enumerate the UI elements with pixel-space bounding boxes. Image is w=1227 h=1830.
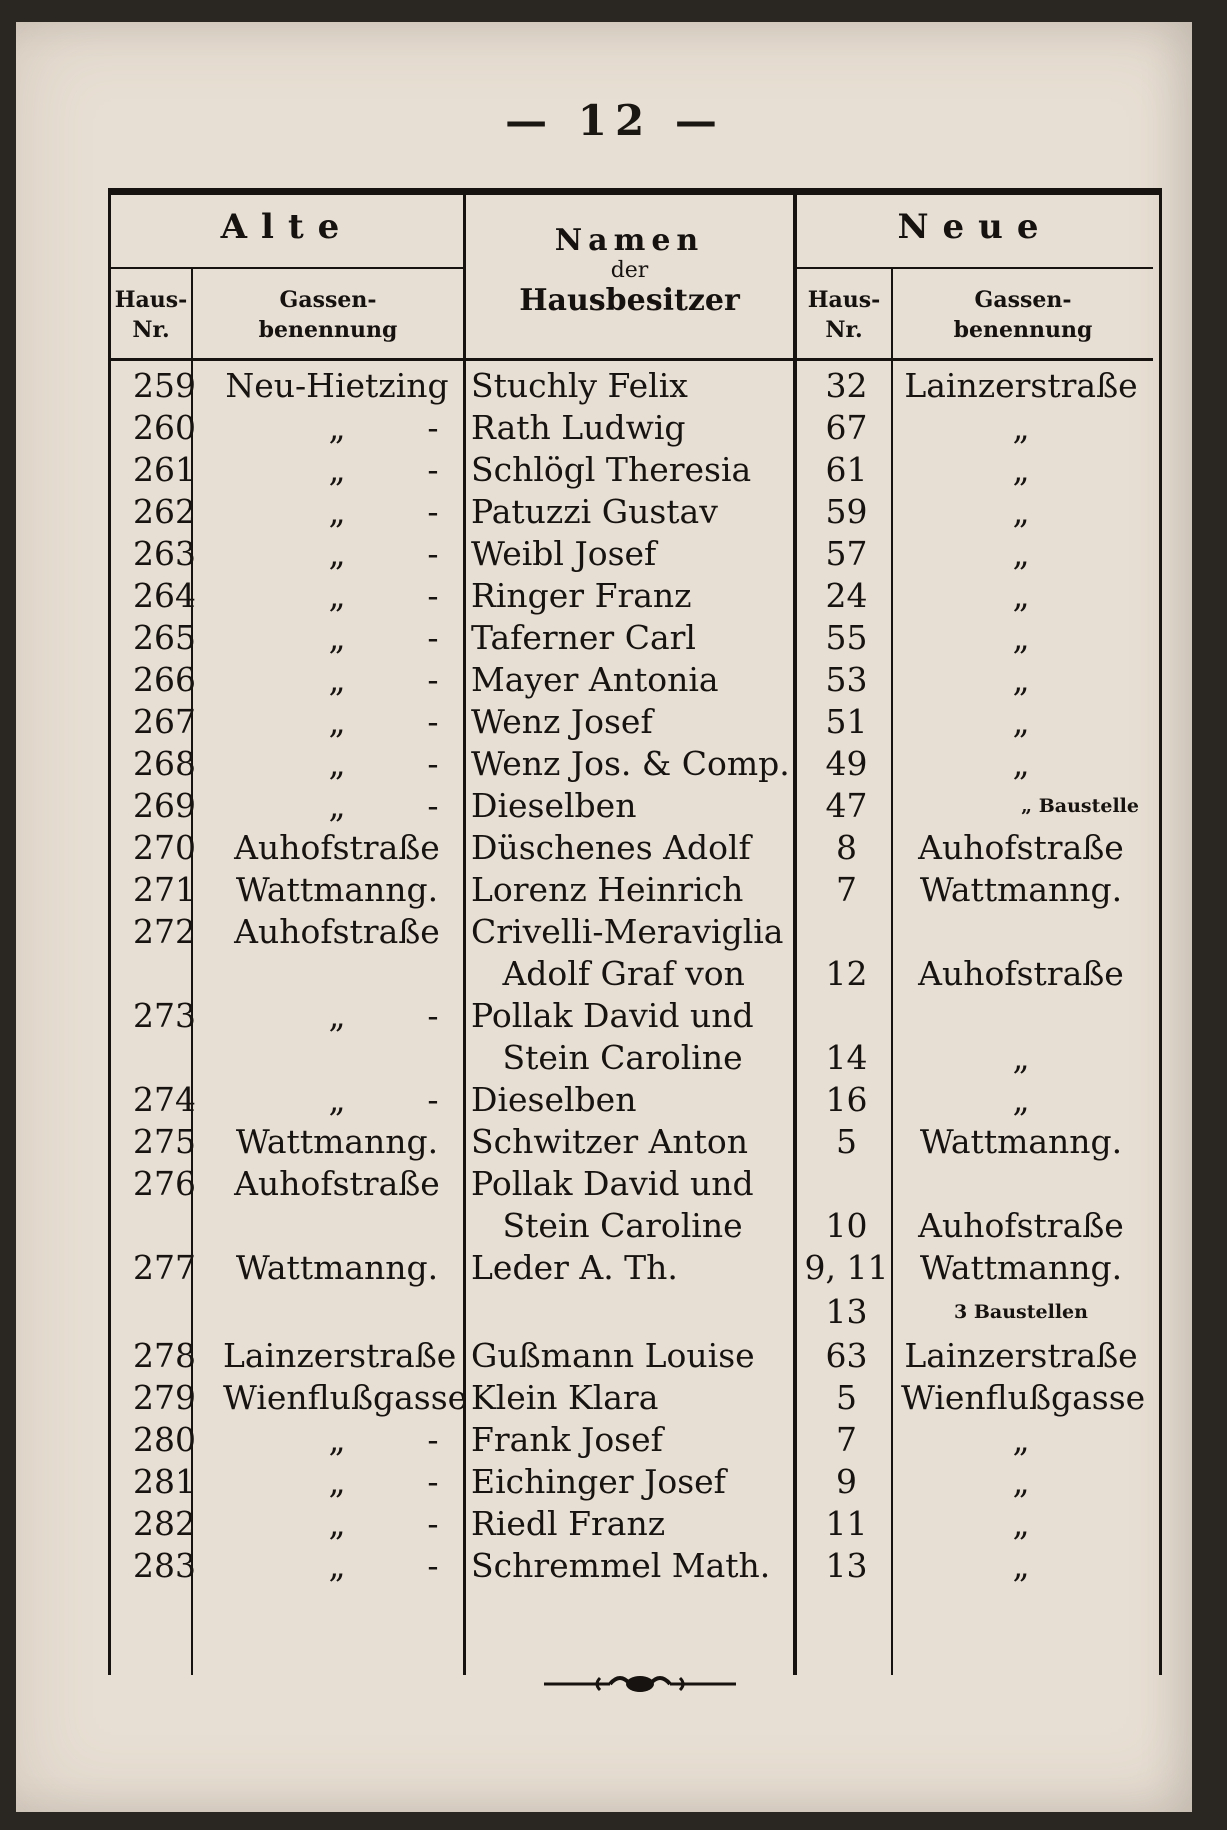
new-house-number: 12 [825, 954, 868, 993]
owner-name: Eichinger Josef [471, 1462, 726, 1501]
old-house-number: 269 [133, 786, 196, 825]
old-street-name: Auhofstraße [234, 1164, 440, 1203]
old-street-name: „ [328, 702, 346, 741]
ditto-dash: - [427, 1462, 439, 1501]
old-street-name: Auhofstraße [234, 912, 440, 951]
old-street-name: „ [328, 786, 346, 825]
old-house-number: 268 [133, 744, 196, 783]
table-row [111, 1163, 1151, 1205]
table-row [111, 1377, 1151, 1419]
table-row [111, 1037, 1151, 1079]
new-house-number: 13 [825, 1292, 868, 1331]
new-house-number: 55 [825, 618, 868, 657]
new-house-number: 8 [836, 828, 857, 867]
new-street-name: „ [1012, 450, 1030, 489]
old-street-name: Wattmanng. [235, 1248, 439, 1287]
table-row [111, 1205, 1151, 1247]
new-house-number: 24 [825, 576, 868, 615]
old-street-heading: Gassen- benennung [258, 287, 398, 343]
owner-name: Taferner Carl [471, 618, 696, 657]
old-street-name: „ [328, 1080, 346, 1119]
table-row [111, 953, 1151, 995]
owner-name: Pollak David und [471, 996, 754, 1035]
owner-name: Mayer Antonia [471, 660, 719, 699]
table-row [111, 1121, 1151, 1163]
table-row [111, 1419, 1151, 1461]
old-street-name: Wattmanng. [235, 870, 439, 909]
new-street-name: „ [1012, 660, 1030, 699]
ditto-dash: - [427, 576, 439, 615]
owner-name: Crivelli-Meraviglia [471, 912, 784, 951]
new-street-name: Wattmanng. [919, 870, 1123, 909]
old-street-name: „ [328, 660, 346, 699]
closing-ornament-icon [540, 1666, 740, 1702]
old-street-name: Wattmanng. [235, 1122, 439, 1161]
old-house-number: 274 [133, 1080, 196, 1119]
old-house-number: 264 [133, 576, 196, 615]
old-street-name: „ [328, 618, 346, 657]
new-house-number: 13 [825, 1546, 868, 1585]
new-group-underline [797, 267, 1153, 269]
ditto-dash: - [427, 1546, 439, 1585]
new-house-number: 5 [836, 1378, 857, 1417]
owner-name: Pollak David und [471, 1164, 754, 1203]
new-street-name: „ [1012, 1080, 1030, 1119]
new-house-number: 10 [825, 1206, 868, 1245]
table-row [111, 743, 1151, 785]
table-row [111, 407, 1151, 449]
old-house-number: 259 [133, 366, 196, 405]
old-street-name: „ [328, 450, 346, 489]
ditto-dash: - [427, 1420, 439, 1459]
table-row [111, 365, 1151, 407]
new-street-name: „ [1012, 1420, 1030, 1459]
owner-name: Stein Caroline [471, 1038, 743, 1077]
new-house-number: 9 [836, 1462, 857, 1501]
table-row [111, 575, 1151, 617]
old-house-number: 263 [133, 534, 196, 573]
old-house-number: 283 [133, 1546, 196, 1585]
table-row [111, 1461, 1151, 1503]
owner-name: Riedl Franz [471, 1504, 666, 1543]
table-row [111, 1079, 1151, 1121]
new-street-name: Wattmanng. [919, 1122, 1123, 1161]
ditto-dash: - [427, 660, 439, 699]
new-street-name: Lainzerstraße [904, 1336, 1138, 1375]
old-street-name: „ [328, 408, 346, 447]
table-row [111, 1503, 1151, 1545]
new-house-number: 47 [825, 786, 868, 825]
new-house-number: 32 [825, 366, 868, 405]
new-street-name: „ [1012, 534, 1030, 573]
old-house-number: 279 [133, 1378, 196, 1417]
old-house-number: 260 [133, 408, 196, 447]
new-house-number: 63 [825, 1336, 868, 1375]
page-binding-edge [1192, 0, 1227, 1830]
old-street-name: „ [328, 1462, 346, 1501]
new-street-name: „ [1012, 1546, 1030, 1585]
owner-name: Schwitzer Anton [471, 1122, 749, 1161]
table-row [111, 869, 1151, 911]
old-group-underline [111, 267, 463, 269]
ditto-dash: - [427, 996, 439, 1035]
old-street-name: „ [328, 1546, 346, 1585]
table-row [111, 911, 1151, 953]
new-house-number: 7 [836, 870, 857, 909]
old-street-name: „ [328, 996, 346, 1035]
owner-name: Wenz Josef [471, 702, 653, 741]
new-street-name: Auhofstraße [918, 1206, 1124, 1245]
new-street-name: „ [1012, 1038, 1030, 1077]
new-street-name: Auhofstraße [918, 828, 1124, 867]
old-house-number: 273 [133, 996, 196, 1035]
new-street-name: Lainzerstraße [904, 366, 1138, 405]
old-street-name: „ [328, 1504, 346, 1543]
old-house-number: 267 [133, 702, 196, 741]
old-street-name: Auhofstraße [234, 828, 440, 867]
old-house-number: 270 [133, 828, 196, 867]
new-house-number: 61 [825, 450, 868, 489]
old-house-number: 262 [133, 492, 196, 531]
house-register-table [108, 188, 1162, 1675]
owner-name: Lorenz Heinrich [471, 870, 744, 909]
old-house-number: 261 [133, 450, 196, 489]
new-house-number: 16 [825, 1080, 868, 1119]
old-house-number: 281 [133, 1462, 196, 1501]
old-house-number: 271 [133, 870, 196, 909]
old-house-number: 265 [133, 618, 196, 657]
names-heading: Namen der Hausbesitzer [519, 223, 740, 318]
table-row [111, 701, 1151, 743]
old-house-no-heading: Haus- Nr. [114, 287, 188, 343]
new-house-no-heading: Haus- Nr. [807, 287, 881, 343]
ditto-dash: - [427, 702, 439, 741]
old-street-name: „ [328, 576, 346, 615]
owner-name: Patuzzi Gustav [471, 492, 718, 531]
owner-name: Leder A. Th. [471, 1248, 678, 1287]
table-row [111, 1545, 1151, 1587]
new-house-number: 49 [825, 744, 868, 783]
old-house-number: 278 [133, 1336, 196, 1375]
new-street-name: Wattmanng. [919, 1248, 1123, 1287]
owner-name: Düschenes Adolf [471, 828, 751, 867]
table-row [111, 1247, 1151, 1289]
table-row [111, 1291, 1151, 1333]
new-street-name: „ [1012, 576, 1030, 615]
old-street-name: „ [328, 492, 346, 531]
old-house-number: 280 [133, 1420, 196, 1459]
ditto-dash: - [427, 450, 439, 489]
construction-note: 3 Baustellen [954, 1301, 1088, 1323]
new-house-number: 53 [825, 660, 868, 699]
old-street-name: Wienflußgasse [223, 1378, 468, 1417]
new-house-number: 57 [825, 534, 868, 573]
ditto-dash: - [427, 1504, 439, 1543]
old-house-number: 272 [133, 912, 196, 951]
new-street-name: Wienflußgasse [901, 1378, 1146, 1417]
construction-note: „ Baustelle [1021, 795, 1139, 817]
owner-name: Frank Josef [471, 1420, 663, 1459]
new-house-number: 11 [825, 1504, 868, 1543]
header-bottom-rule [111, 358, 1153, 361]
ditto-dash: - [427, 492, 439, 531]
owner-name: Schremmel Math. [471, 1546, 771, 1585]
table-row [111, 617, 1151, 659]
owner-name: Klein Klara [471, 1378, 659, 1417]
owner-name: Gußmann Louise [471, 1336, 755, 1375]
new-street-name: Auhofstraße [918, 954, 1124, 993]
table-row [111, 659, 1151, 701]
old-house-number: 266 [133, 660, 196, 699]
old-street-name: „ [328, 534, 346, 573]
new-house-number: 9, 11 [804, 1248, 889, 1287]
new-street-heading: Gassen- benennung [953, 287, 1093, 343]
new-house-number: 59 [825, 492, 868, 531]
new-street-name: „ [1012, 492, 1030, 531]
owner-name: Dieselben [471, 1080, 637, 1119]
old-group-heading: Alte [220, 207, 354, 247]
new-street-name: „ [1012, 702, 1030, 741]
owner-name: Schlögl Theresia [471, 450, 752, 489]
new-street-name: „ [1012, 618, 1030, 657]
old-street-name: „ [328, 744, 346, 783]
owner-name: Wenz Jos. & Comp. [471, 744, 790, 783]
table-row [111, 491, 1151, 533]
owner-name: Rath Ludwig [471, 408, 686, 447]
ditto-dash: - [427, 618, 439, 657]
owner-name: Adolf Graf von [471, 954, 745, 993]
owner-name: Weibl Josef [471, 534, 657, 573]
table-row [111, 827, 1151, 869]
table-row [111, 785, 1151, 827]
new-house-number: 7 [836, 1420, 857, 1459]
owner-name: Stuchly Felix [471, 366, 688, 405]
table-row [111, 533, 1151, 575]
new-street-name: „ [1012, 744, 1030, 783]
ditto-dash: - [427, 534, 439, 573]
old-house-number: 276 [133, 1164, 196, 1203]
new-street-name: „ [1012, 1462, 1030, 1501]
owner-name: Dieselben [471, 786, 637, 825]
owner-name: Stein Caroline [471, 1206, 743, 1245]
old-street-name: „ [328, 1420, 346, 1459]
table-row [111, 1335, 1151, 1377]
ditto-dash: - [427, 744, 439, 783]
new-house-number: 14 [825, 1038, 868, 1077]
new-house-number: 67 [825, 408, 868, 447]
old-street-name: Neu-Hietzing [225, 366, 449, 405]
ditto-dash: - [427, 786, 439, 825]
owner-name: Ringer Franz [471, 576, 692, 615]
page-number: — 12 — [505, 96, 725, 145]
new-group-heading: Neue [897, 207, 1053, 247]
ditto-dash: - [427, 1080, 439, 1119]
new-house-number: 51 [825, 702, 868, 741]
table-row [111, 449, 1151, 491]
ditto-dash: - [427, 408, 439, 447]
table-row [111, 995, 1151, 1037]
old-street-name: Lainzerstraße [223, 1336, 457, 1375]
old-house-number: 282 [133, 1504, 196, 1543]
new-house-number: 5 [836, 1122, 857, 1161]
new-street-name: „ [1012, 1504, 1030, 1543]
old-house-number: 275 [133, 1122, 196, 1161]
new-street-name: „ [1012, 408, 1030, 447]
old-house-number: 277 [133, 1248, 196, 1287]
